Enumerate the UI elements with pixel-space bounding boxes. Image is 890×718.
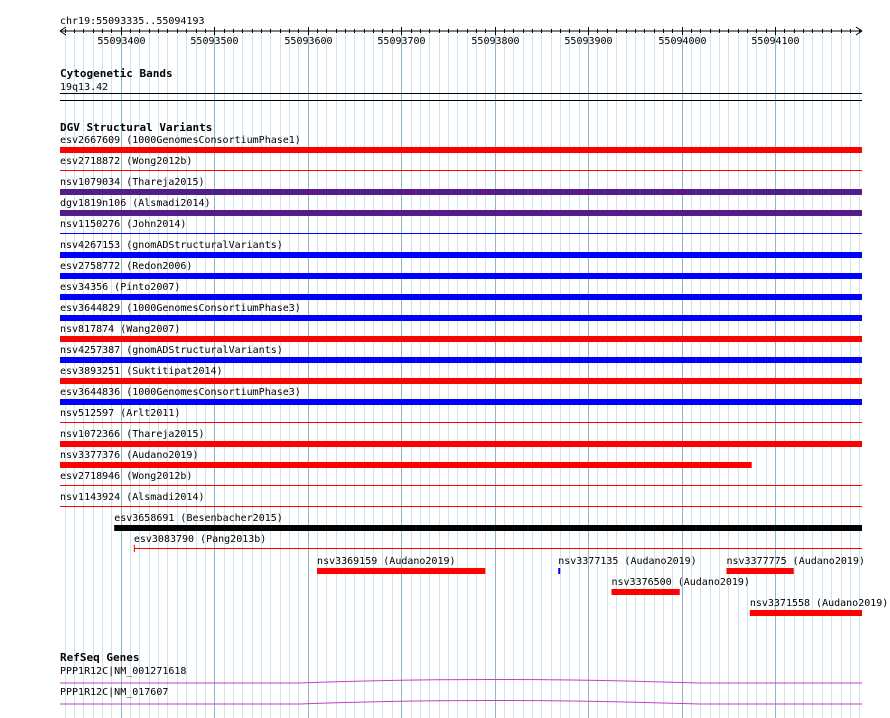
variant-bar: [726, 568, 793, 574]
variant-label: esv2667609 (1000GenomesConsortiumPhase1): [60, 135, 301, 146]
ruler-tick-label: 55094000: [658, 36, 707, 47]
variant-label: nsv3371558 (Audano2019): [749, 598, 889, 609]
variant-label: nsv512597 (Arlt2011): [60, 408, 181, 419]
variant-bar: [60, 252, 862, 258]
variant-bar: [114, 525, 862, 531]
variant-label: esv3083790 (Pang2013b): [133, 534, 267, 545]
variant-bar: [60, 441, 862, 447]
ruler-tick-label: 55093500: [190, 36, 239, 47]
variant-bar: [60, 315, 862, 321]
variant-label: nsv3376500 (Audano2019): [611, 577, 750, 588]
variant-label: esv3893251 (Suktitipat2014): [60, 366, 223, 377]
variant-label: nsv3377135 (Audano2019): [558, 556, 697, 567]
variant-bar: [60, 462, 752, 468]
variant-bar: [750, 610, 862, 616]
variant-label: nsv4257387 (gnomADStructuralVariants): [60, 345, 283, 356]
variant-bar: [60, 210, 862, 216]
ruler-tick-label: 55093900: [564, 36, 613, 47]
ruler-track: [60, 16, 862, 47]
variant-label: nsv1150276 (John2014): [60, 219, 187, 230]
gene-label: PPP1R12C|NM_017607: [60, 687, 169, 698]
gene-model-line: [60, 701, 862, 705]
ruler-tick-label: 55094100: [751, 36, 800, 47]
variant-label: esv2718872 (Wong2012b): [60, 156, 193, 167]
dgv-rows: [60, 135, 862, 552]
dgv-packed-rows: [317, 556, 888, 616]
variant-label: nsv817874 (Wang2007): [60, 324, 181, 335]
variant-bar: [60, 336, 862, 342]
variant-bar: [60, 189, 862, 195]
variant-label: esv34356 (Pinto2007): [60, 282, 181, 293]
gene-label: PPP1R12C|NM_001271618: [60, 666, 187, 677]
variant-bar: [60, 147, 862, 153]
refseq-genes: [60, 666, 862, 704]
gene-model-line: [60, 680, 862, 684]
variant-label: nsv3377376 (Audano2019): [60, 450, 199, 461]
ruler-ticks: [66, 27, 860, 47]
dgv-track: [60, 121, 888, 616]
variant-bar: [60, 399, 862, 405]
variant-bar: [317, 568, 485, 574]
variant-label: nsv4267153 (gnomADStructuralVariants): [60, 240, 283, 251]
ruler-tick-label: 55093600: [284, 36, 333, 47]
variant-label: dgv1819n106 (Alsmadi2014): [60, 198, 211, 209]
variant-label: nsv3369159 (Audano2019): [317, 556, 456, 567]
cytoband-label: 19q13.42: [60, 82, 109, 93]
ruler-tick-label: 55093400: [97, 36, 146, 47]
variant-bar: [611, 589, 679, 595]
dgv-title: DGV Structural Variants: [60, 121, 213, 134]
variant-label: esv2718946 (Wong2012b): [60, 471, 193, 482]
cytoband-track: [60, 67, 862, 101]
variant-label: nsv1072366 (Thareja2015): [60, 429, 205, 440]
variant-bar: [558, 568, 560, 574]
variant-bar: [60, 378, 862, 384]
variant-label: esv2758772 (Redon2006): [60, 261, 193, 272]
variant-label: esv3658691 (Besenbacher2015): [114, 513, 283, 524]
variant-label: nsv1143924 (Alsmadi2014): [60, 492, 205, 503]
refseq-track: [60, 651, 862, 704]
refseq-title: RefSeq Genes: [60, 651, 140, 664]
cytoband-title: Cytogenetic Bands: [60, 67, 173, 80]
variant-bar: [60, 357, 862, 363]
variant-label: esv3644836 (1000GenomesConsortiumPhase3): [60, 387, 301, 398]
variant-label: nsv3377775 (Audano2019): [726, 556, 865, 567]
region-label: chr19:55093335..55094193: [60, 16, 205, 27]
ruler-tick-label: 55093700: [377, 36, 426, 47]
ruler-tick-label: 55093800: [471, 36, 520, 47]
variant-label: esv3644829 (1000GenomesConsortiumPhase3): [60, 303, 301, 314]
variant-label: nsv1079034 (Thareja2015): [60, 177, 205, 188]
variant-bar: [60, 273, 862, 279]
variant-bar: [60, 294, 862, 300]
